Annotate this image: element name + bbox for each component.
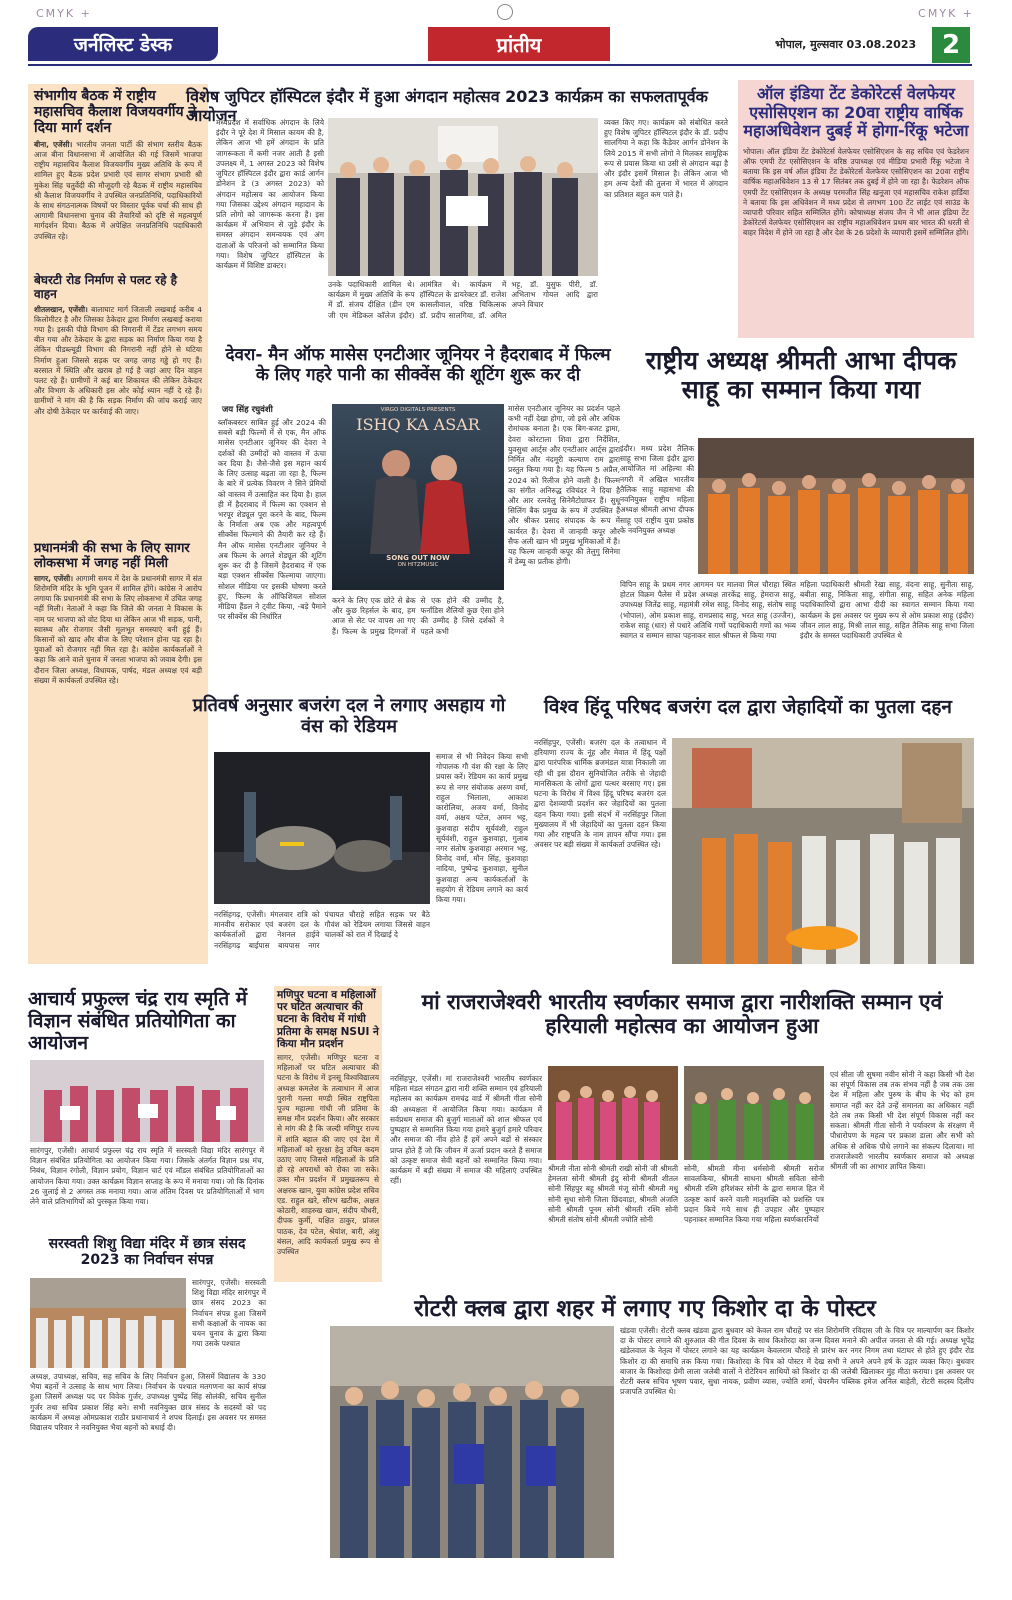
masthead-section: प्रांतीय (428, 27, 610, 61)
sidebar-headline-1: संभागीय बैठक में राष्ट्रीय महासचिव कैलाश विजयवर्गीय ने दिया मार्ग दर्शन (34, 88, 197, 137)
hospital-col-3: व्यक्त किए गए। कार्यक्रम को संबोधित करते हुए विशेष जुपिटर हॉस्पिटल इंदौर के डॉ. प्रदीप सालगिया ने कहा कि कैडेवर आर्गन डोनेशन के लिये 2015 में सभी लोगो ने मिलकर सामूहिक रूप से प्रयास किया था उसी से अंगदान बढ़ा है और इंदौर इसमें मिसाल है। लेकिन आज भी हम अन्य देशों की तुलना में भारत में अंगदान का प्रतिशत बहुत कम पाते है। (604, 118, 728, 199)
registration-mark-icon (497, 4, 513, 20)
masthead-brand: जर्नलिस्ट डेस्क (28, 27, 218, 61)
hospital-caption: उनके पदाधिकारी शामिल थे। कार्यक्रम में मुख्य अतिथि के रूप में डॉ. संजय दीक्षित (डीन एम जी एम मेडिकल कॉलेज इंदौर) आमंत्रित थे। कार्यक्रम में हॉस्पिटल के डायरेक्टर डॉ. राजेश कासलीवाल, वरिष्ठ चिकित्सक डॉ. प्रदीप सालगिया, डॉ. अमित भट्ट, डॉ. युसुफ पीरी, डॉ. अभिताभ गोयल आदि द्वारा अपने विचार (328, 280, 598, 320)
film-col-3: मासेस एनटीआर जूनियर का प्रदर्शन पहले कभी नहीं देखा होगा, जो इसे और अधिक रोमांचक बनाता है। एक बिग-बजट ड्रामा, देवरा कोरटाला शिवा द्वारा निर्देशित, युवसुधा आर्ट्स और एनटीआर आर्ट्स द्वारा निर्मित और नंदमूरी कल्याण राम द्वारा प्रस्तुत किया गया है। यह फिल्म 5 अप्रैल, 2024 को रिलीज होने वाली है। फिल्म का संगीत अनिरुद्ध रविचंदर ने दिया है और आर रत्नवेलु सिनेमैटोग्राफर हैं। सुधू सिलिंग बैक प्रमुख के रूप में उपस्थित हैं और श्रीकर प्रसाद संपादक के रूप में कार्यरत हैं। देवरा में जान्हवी कपूर और सैफ अली खान भी प्रमुख भूमिकाओं में हैं। यह फिल्म जान्हवी कपूर की तेलुगु सिनेमा में डेब्यू का प्रतीक होगी। (508, 404, 620, 567)
sahu-headline: राष्ट्रीय अध्यक्ष श्रीमती आभा दीपक साहू का सम्मान किया गया (645, 346, 957, 404)
pcroy-sub-bottom: अध्यक्ष, उपाध्यक्ष, सचिव, सह सचिव के लिए निर्वाचन हुआ, जिसमें विद्यालय के 330 भैया बहनों ने उत्साह के साथ भाग लिया। निर्वाचन के पश्चात मतगणना का कार्य संपन्न हुआ जिसमें अध्यक्ष पद पर विवेक गुर्जर, उपाध्यक्ष पुष्पेंद्र सिंह सोलंकी, सचिव सुनील गुर्जर तथा सचिव प्रकाश सिंह बने। सभी नवनियुक्त छात्र संसद के सदस्यों को पद कार्यक्रम में अध्यक्ष ओमप्रकाश राठौर प्रधानाचार्य ने शपथ दिलाई। इस अवसर पर समस्त विद्यालय परिवार ने नवनियुक्त भैया बहनों को बधाई दी। (30, 1372, 266, 1433)
sahu-col-1: इंदौर। मध्य प्रदेश तैलिक साहू सभा जिला इंदौर द्वारा आयोजित मां अहिल्या की नगरी में अखिल भारतीय तैलिक साहू महासभा की नवनियुक्त राष्ट्रीय महिला अध्यक्ष श्रीमती आभा दीपक साहू एवं राष्ट्रीय युवा प्रकोष्ठ के नवनियुक्त अध्यक्ष (620, 444, 694, 535)
vhp-body: नरसिंहपुर, एजेंसी। बजरंग दल के तत्वाधान में हरियाणा राज्य के नूंह और मेवात में हिंदू पक्षों द्वारा पारंपरिक धार्मिक ब्रजमंडल यात्रा निकाली जा रही थी इस दौरान सुनियोजित तरीके से जेहादी मानसिकता के लोगों द्वारा पत्थर बरसाए गए। इस घटना के विरोध में विश्व हिंदू परिषद बजरंग दल द्वारा देशव्यापी प्रदर्शन कर जेहादियों का पुतला दहन किया गया। इसी संदर्भ में नरसिंहपुर जिला मुख्यालय में भी जेहादियों का पुतला दहन किया गया और राष्ट्रपति के नाम ज्ञापन सौंपा गया। इस अवसर पर बड़ी संख्या में कार्यकर्ता उपस्थित रहे। (534, 738, 666, 850)
sahu-lower-right: महिला पदाधिकारी श्रीमती रेखा साहू, वंदना साहू, सुनीता साहू, बबीता साहू, निकिता साहू, संगीता साहू, सहित अनेक महिला पदाधिकारियों द्वारा आभा दीदी का स्वागत सम्मान किया गया कार्यक्रम के इस अवसर पर मुख्य रूप से ओम प्रकाश साहू (इंदौर) जीवन लाल साहू, मिश्री लाल साहू, सहित तैलिक साहू सभा जिला इंदौर के समस्त पदाधिकारी उपस्थित थे (800, 580, 974, 641)
film-poster (332, 404, 504, 590)
manipur-body: सागर, एजेंसी। मणिपुर घटना व महिलाओं पर घटित अत्याचार की घटना के विरोध में इनसू विश्वविद्यालय अध्यक्ष कमलेश के तत्वाधान में आज पुरानी गल्ला मण्डी स्थित राष्ट्रपिता पूज्य महात्मा गांधी जी प्रतिमा के समक्ष मौन प्रदर्शन किया। और सरकार से मांग की है कि जल्दी मणिपुर राज्य में शांति बहाल की जाए एवं देश में महिलाओं को सुरक्षा हेतु उचित कदम उठाए जाए जिससे महिलाओं के प्रति हो रहे अपराधों को रोका जा सके। उक्त मौन प्रदर्शन में प्रमुखतरूप से अक्षरक खान, युवा कांग्रेस प्रदेश सचिव एड. राहुल खरे, सौरभ खटीक, अक्षत कोठारी, शाहरुख खान, संदीप चौधरी, दीपक कुर्मी, यक्षित ठाकुर, प्रांजल पाठक, देव पटेल, श्रेयांश, बारी, अंशु बंसल, आदि कार्यकर्ता प्रमुख रूप से उपस्थित (277, 1052, 379, 1257)
cow-col-2: समाज से भी निवेदन किया सभी गोपालक गौ वंश की रक्षा के लिए प्रयास करें। रेडियम का कार्य प्रमुख रूप से नगर संयोजक अरुण वर्मा, राहुल भिलाला, आकाश कारोलिया, अजय वर्मा, विनोद वर्मा, अक्षय पटेल, अमन भट्ट, कुशवाहा संदीप सूर्यवंशी, राहुल सूर्यवंशी, राहुल कुशवाहा, गुलाब नगर संतोष कुशवाहा अरमान भट्ट, विनोद वर्मा, मौन सिंह, कुशवाहा नादिया, पुष्पेन्द्र कुशवाहा, सुनील कुशवाहा अन्य कार्यकर्ताओं के सहयोग से रेडियम लगाने का कार्य किया गया। (436, 752, 528, 905)
film-byline: जय सिंह रघुवंशी (222, 405, 273, 415)
sidebar-story-3: सागर, एजेंसी। आगामी समय में देश के प्रधानमंत्री सागर में संत शिरोमणि मंदिर के भूमि पूजन में शामिल होंगे। कांग्रेस ने आरोप लगाया कि प्रधानमंत्री की सभा के लिए लोकसभा में उचित जगह नहीं मिली। नेताओं ने कहा कि जिले की जनता ने विकास के नाम पर भाजपा को वोट दिया था लेकिन आज भी सड़क, पानी, स्वास्थ्य और रोजगार जैसी मूलभूत समस्याएं बनी हुई हैं। किसानों को खाद और बीज के लिए परेशान होना पड़ रहा है। युवाओं को रोजगार नहीं मिल रहा है। कांग्रेस कार्यकर्ताओं ने कहा कि आने वाले चुनाव में जनता भाजपा को जवाब देगी। इस दौरान जिला अध्यक्ष, विधायक, पार्षद, मंडल अध्यक्ष एवं बड़ी संख्या में कार्यकर्ता उपस्थित रहे। (34, 573, 202, 685)
film-col-1: ब्लॉकबस्टर साबित हुई और 2024 की सबसे बड़ी फिल्मों में से एक, मैन ऑफ मासेस एनटीआर जूनियर की देवरा ने दर्शकों की उम्मीदों को वास्तव में ऊंचा कर दिया है। जैसे-जैसे इस महान कार्य के लिए उत्साह बढ़ता जा रहा है, फिल्म के बारे में प्रत्येक विवरण ने सिने प्रेमियों को वास्तव में उत्साहित कर दिया है। हाल ही में हैदराबाद में फिल्म का एक्शन से भरपूर शेड्यूल पूरा करने के बाद, फिल्म के निर्माता अब एक और महत्वपूर्ण सीक्वेंस फिल्माने की तैयारी कर रहे हैं। मैन ऑफ मासेस एनटीआर जूनियर ने अब फिल्म के अगले शेड्यूल की शूटिंग शुरू कर दी है जिसमें हैदराबाद में एक बड़ा एक्शन सीक्वेंस फिल्माया जाएगा। सोशल मीडिया पर इसकी घोषणा करते हुए, फिल्म के ऑफिशियल सोशल मीडिया हैंडल ने ट्वीट किया, -बड़े पैमाने पर सीक्वेंस की निर्धारित (218, 418, 326, 622)
cow-photo (214, 752, 430, 904)
hospital-photo (328, 118, 598, 276)
tent-box (738, 80, 974, 338)
manipur-box (274, 986, 382, 1282)
sahu-photo (698, 438, 974, 574)
sidebar-story-2: शीतलखान, एजेंसी। बालाघाट मार्ग जिताली लखबाई करीब 4 किलोमीटर है और जिसका ठेकेदार द्वारा निर्माण लखबाई कराया गया है। इसकी पीछे विभाग की निगरानी में टेंडर लगभग समय बीत गया और ठेकेदार के द्वारा सड़क का निर्माण किया गया है लेकिन पीडब्ल्यूडी विभाग की निगरानी नहीं होने से घटिया निर्माण हुआ जिससे सड़क पर जगह जगह गड्ढे हो गए हैं। बरसात में स्थिति और खराब हो गई है जहां आए दिन वाहन पलट रहे हैं। ग्रामीणों ने कई बार शिकायत की लेकिन ठेकेदार और विभाग के अधिकारी इस ओर कोई ध्यान नहीं दे रहे हैं। ग्रामीणों ने मांग की है कि सड़क निर्माण की जांच कराई जाए और दोषी ठेकेदार पर कार्रवाई की जाए। (34, 304, 202, 416)
swarnkar-col-4: एवं सीता जी सुषमा नवीन सोनी ने कहा किसी भी देश का संपूर्ण विकास तब तक संभव नहीं है जब तक उस देश में महिला और पुरुष के बीच के भेद को हम समाप्त नहीं कर देते उन्हें समानता का अधिकार नहीं देते तब तक किसी भी देश संपूर्ण विकास नहीं कर सकता। श्रीमती गीता सोनी ने पर्यावरण के संरक्षण में पौधारोपण के महत्व पर प्रकाश डाला और सभी को अधिक से अधिक पौधे लगाने का संकल्प दिलाया। मां राजराजेश्वरी भारतीय स्वर्णकार समाज को अध्यक्ष श्रीमती जी का आभार ज्ञापित किया। (830, 1070, 974, 1171)
masthead-rule (28, 64, 972, 66)
swarnkar-headline: मां राजराजेश्वरी भारतीय स्वर्णकार समाज द्वारा नारीशक्ति सम्मान एवं हरियाली महोत्सव का आयोजन हुआ (421, 990, 943, 1039)
poster-channel: ON HITZMUSIC (397, 562, 439, 568)
sidebar-story-1: बीना, एजेंसी। भारतीय जनता पार्टी की संभाग स्तरीय बैठक आज बीना विधानसभा में आयोजित की गई जिसमें भाजपा राष्ट्रीय महासचिव कैलाश विजयवर्गीय मुख्य अतिथि के रूप में शामिल हुए बैठक प्रदेश प्रभारी एवं सागर संभाग प्रभारी श्री मुकेश सिंह चतुर्वेदी की मौजूदगी रहे बैठक में राष्ट्रीय महासचिव श्री कैलाश विजयवर्गीय ने उपस्थित जनप्रतिनिधि, पदाधिकारियों के साथ संगठनात्मक विषयों पर विस्तार पूर्वक चर्चा की साथ ही आगामी विधानसभा चुनाव की तैयारियों को दृष्टि से महत्वपूर्ण मार्गदर्शन दिया। बैठक में अपेक्षित जनप्रतिनिधि पदाधिकारी उपस्थित रहे। (34, 139, 202, 241)
poster-small-text: VIRGO DIGITALS PRESENTS (380, 407, 456, 413)
pcroy-body: सारंगपुर, एजेंसी। आचार्य प्रफुल्ल चंद्र राय स्मृति में सरस्वती विद्या मंदिर सारंगपुर में विज्ञान संबंधित प्रतियोगिता का आयोजन किया गया। जिसके अंतर्गत विज्ञान प्रश्न मंच, निबंध, विज्ञान रंगोली, विज्ञान प्रयोग, विज्ञान चार्ट एवं मॉडल संबंधित प्रतियोगिताओं का आयोजन किया गया। उक्त कार्यक्रम विज्ञान सप्ताह के रूप में मनाया गया। जो कि दिनांक 26 जुलाई से 2 अगस्त तक मनाया गया। आज अंतिम दिवस पर प्रतियोगिताओं में भाग लेने वाले प्रतिभागियों को पुरस्कृत किया गया। (30, 1146, 264, 1207)
rotary-headline: रोटरी क्लब द्वारा शहर में लगाए गए किशोर दा के पोस्टर (414, 1296, 876, 1322)
swarnkar-photo-1 (548, 1066, 678, 1160)
poster-bottom-text: SONG OUT NOW (386, 554, 450, 562)
cmyk-right: CMYK + (918, 7, 974, 20)
pcroy-subheadline: सरस्वती शिशु विद्या मंदिर में छात्र संसद 2023 का निर्वाचन संपन्न (48, 1236, 246, 1269)
students-photo (30, 1278, 186, 1368)
manipur-headline: मणिपुर घटना व महिलाओं पर घटित अत्याचार की घटना के विरोध में गांधी प्रतिमा के समक्ष NSUI ने किया मौन प्रदर्शन (277, 989, 379, 1050)
poster-title: ISHQ KA ASAR (356, 415, 480, 434)
cow-caption: नरसिंहगढ़, एजेंसी। मंगलवार रात्रि को मानवीय सरोकार एवं बजरंग दल के कार्यकर्ताओं द्वारा नेशनल हाईवे नरसिंहगढ़ बाईपास बायपास नगर पंचायत चौराहे सहित सड़क पर बैठे गौवंश को रेडियम लगाया जिससे वाहन चालकों को रात में दिखाई दे (214, 910, 430, 950)
film-headline: देवरा- मैन ऑफ मासेस एनटीआर जूनियर ने हैदराबाद में फिल्म के लिए गहरे पानी का सीक्वेंस की शूटिंग शुरू कर दी (225, 345, 611, 385)
swarnkar-photo-2 (684, 1066, 824, 1160)
swarnkar-caption-a: श्रीमती नीता सोनी श्रीमती राखी सोनी जी श्रीमती हेमलता सोनी श्रीमती इंदु सोनी श्रीमती शीतल सोनी सिंहपुर बहू श्रीमती मंजू सोनी श्रीमती मधु सोनी सुधा सोनी जिला छिंदवाड़ा, श्रीमती अंजलि सोनी श्रीमती पूनम सोनी श्रीमती रश्मि सोनी श्रीमती संतोष सोनी श्रीमती ज्योति सोनी (548, 1164, 678, 1225)
sidebar-headline-3: प्रधानमंत्री की सभा के लिए सागर लोकसभा में जगह नहीं मिली (34, 540, 190, 571)
vhp-headline: विश्व हिंदू परिषद बजरंग दल द्वारा जेहादियों का पुतला दहन (544, 696, 952, 718)
page-number: 2 (932, 27, 970, 63)
hospital-headline: विशेष जुपिटर हॉस्पिटल इंदौर में हुआ अंगदान महोत्सव 2023 कार्यक्रम का सफलतापूर्वक आयोजन (186, 87, 708, 125)
sahu-lower-left: विपिन साहू के प्रथम नगर आगमन पर मालवा मिल चौराहा स्थित होटल विक्रम पैलेस में प्रदेश अध्यक्ष तारकेंद्र साहू, हेमराज साहू, उपाध्यक्ष जितेंद्र साहू, महामंत्री रमेश साहू, विनोद साहू, संतोष साहू (भोपाल), ओम प्रकाश साहू, रामप्रसाद साहू, भरत साहू (उज्जैन), राकेश साहू (धार) से पधारे अतिथि गणों पदाधिकारी गणों का भव्य स्वागत व सम्मान साफा पहनाकर साल श्रीफल से किया गया (620, 580, 796, 641)
rotary-body: खंडवा एजेंसी। रोटरी क्लब खंडवा द्वारा बुधवार को केवल राम चौराहे पर संत शिरोमणि रविदास जी के चित्र पर माल्यार्पण कर किशोर दा के पोस्टर लगाने की शुरुआत की गीत दिवस के साथ किशोरदा का जन्म दिवस मनाने की अपील जनता से की गई। अध्यक्ष भूपेंद्र खंडेलवाल के नेतृत्व में पोस्टर लगाने का यह कार्यक्रम केवलराम चौराहे से प्रारंभ कर नगर निगम तथा घंटाघर से होते हुए इंदौर रोड किशोर दा की समाधि तक किया गया। किशोरदा के चित्र को पोस्टर में देख सभी ने अपने अपने हर्ष के उद्गार व्यक्त किए। बुधवार बाजार के किशोरदा प्रेमी लाला जलेबी वालों ने रोटेरियन साथियों को किशोर दा की जलेबी खिलाकर मुंह मीठा कराया। इस अवसर पर रोटरी क्लब सचिव भूषण पवार, सुधा नायक, प्रवीण व्यास, ज्योति शर्मा, चेयरमैन पब्लिक इमेज अनिल बाहेती, रोटरी सदस्य दिलीप प्रजापति उपस्थित थे। (620, 1326, 974, 1397)
swarnkar-col-1: नरसिंहपुर, एजेंसी। मां राजराजेश्वरी भारतीय स्वर्णकार महिला मंडल संगठन द्वारा नारी शक्ति सम्मान एवं हरियाली महोत्सव का कार्यक्रम रामचंद्र वार्ड में श्रीमती गीता सोनी की अध्यक्षता में आयोजित किया गया। कार्यक्रम में सर्वप्रथम समाज की बुजुर्ग माताओं को शाल श्रीफल एवं पुष्पहार से सम्मानित किया गया हमारे बुजुर्ग हमारे परिवार और समाज की नींव होते हैं हमें अपने बड़ों से संस्कार प्राप्त होते हैं जो कि जीवन में ऊर्जा प्रदान करते हैं समाज को उत्कृष्ट समाज सेवी बहनों को सम्मानित किया गया। कार्यक्रम में बड़ी संख्या में समाज की महिलाएं उपस्थित रहीं। (390, 1074, 542, 1186)
dateline: भोपाल, मुल्सवार 03.08.2023 (775, 38, 917, 51)
tent-headline: ऑल इंडिया टेंट डेकोरेटर्स वेलफेयर एसोसिएशन का 20वा राष्ट्रीय वार्षिक महाअधिवेशन दुबई में होगा-रिंकू भटेजा (743, 84, 969, 141)
swarnkar-caption-b: सोनी, श्रीमती मीना धर्मसोनी श्रीमती सरोज सावलकिया, श्रीमती साधना श्रीमती सविता सोनी श्रीमती रश्मि हरिशंकर सोनी के द्वारा समाज हित में उत्कृष्ट कार्य करने वाली मातृशक्ति को प्रशस्ति पत्र प्रदान किये गये साथ ही उपहार और पुष्पहार पहनाकर सम्मानित किया गया महिला स्वर्णकारनियों (684, 1164, 824, 1225)
vhp-photo (672, 738, 974, 964)
pcroy-photo (30, 1060, 264, 1142)
pcroy-headline: आचार्य प्रफुल्ल चंद्र राय स्मृति में विज्ञान संबंधित प्रतियोगिता का आयोजन (28, 988, 248, 1055)
tent-body: भोपाल। ऑल इंडिया टेंट डेकोरेटर्स वेलफेयर एसोसिएशन के सह सचिव एवं फेडरेशन ऑफ एमपी टेंट एसोसिएशन के वरिष्ठ उपाध्यक्ष एवं मीडिया प्रभारी रिंकू भटेजा ने बताया कि इस वर्ष ऑल इंडिया टेंट डेकोरेटर्स वेलफेयर एसोसिएशन का 20वा राष्ट्रीय वार्षिक महाअधिवेशन 13 से 17 सितंबर तक दुबई में होने जा रहा है। फेडरेशन ऑफ एमपी टेंट एसोसिएशन के अध्यक्ष परमजीत सिंह खनूजा एवं महासचिव राकेश हार्डिया ने बताया कि इस अधिवेशन में मध्य प्रदेश से लगभग 100 टेंट लाईट एवं साउंड के व्यापारी परिवार सहित सम्मिलित होंगे। कोषाध्यक्ष संजय जैन ने भी आल इंडिया टेंट डेकोरेटर्स वेलफेयर एसोसिएशन का राष्ट्रीय महाअधिवेशन प्रथम बार भारत की धरती से बाहर विदेश में होने जा रहा है और देश के 26 प्रदेशो के व्यापारी इसमें सम्मिलित होंगे। (743, 146, 969, 238)
cmyk-left: CMYK + (36, 7, 92, 20)
pcroy-sub-right: सारंगपुर, एजेंसी। सरस्वती शिशु विद्या मंदिर सारंगपुर में छात्र संसद 2023 का निर्वाचन संपन्न हुआ जिसमें सभी कक्षाओं के नायक का चयन चुनाव के द्वारा किया गया उसके पश्चात (192, 1278, 266, 1349)
film-under-poster: करने के लिए एक छोटे से ब्रेक और कुछ रिहर्सल के बाद, हम आज से सेट पर वापस आ गए हैं। फिल्म के प्रमुख दिग्गजों में से एक होने की उम्मीद है, फर्नांडिस शैलियों कुछ ऐसा होने की उम्मीद है जिसे दर्शकों ने पहले कभी (332, 596, 504, 636)
hospital-col-1: मध्यप्रदेश में सर्वाधिक अंगदान के लिये इंदौर ने पूरे देश में मिसाल कायम की है, लेकिन आज भी हमें अंगदान के प्रति जागरूकता में कमी नजर आती है इसी उपलक्ष्य में, 1 अगस्त 2023 को विशेष जुपिटर हॉस्पिटल इंदौर द्वारा कार्ड आर्गन डोनेशन डे (3 अगस्त 2023) को अंगदान महोत्सव का आयोजन किया गया जिसका उद्देश्य अंगदान महादान के प्रति लोगो को जागरूक करना है। इस कार्यक्रम में अभियान से जुड़े इंदौर के समस्त अंगदान समन्वयक एवं अंग दाताओं के परिजनो को सम्मानित किया गया। विशेष जुपिटर हॉस्पिटल के कार्यक्रम में विशिष्ट डाक्टर। (216, 118, 324, 271)
rotary-photo (330, 1326, 614, 1558)
sidebar (28, 84, 208, 964)
sidebar-headline-2: बेघरटी रोड निर्माण से पलट रहे है वाहन (34, 272, 178, 301)
cow-headline: प्रतिवर्ष अनुसार बजरंग दल ने लगाए असहाय गो वंस को रेडियम (192, 695, 506, 737)
